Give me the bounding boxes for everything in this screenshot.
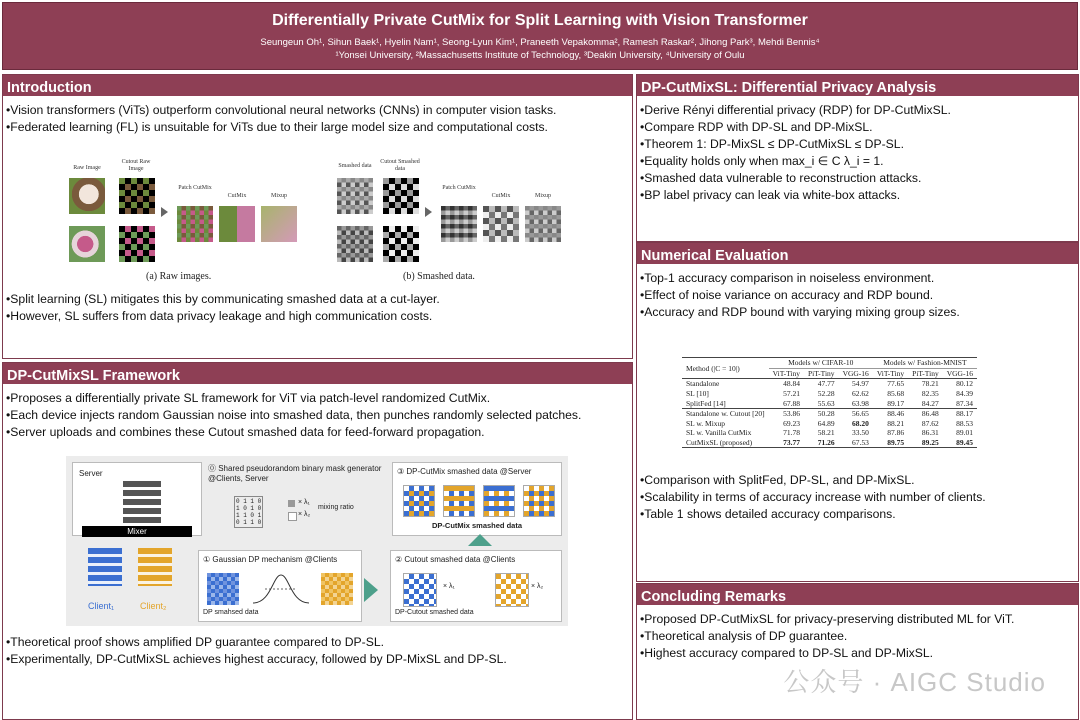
- evaluation-title: Numerical Evaluation: [637, 243, 1078, 264]
- table-row: SL w. Mixup 69.23 64.89 68.20 88.21 87.62 88.53: [686, 418, 973, 428]
- bullet: • Theoretical analysis of DP guarantee.: [640, 628, 1078, 645]
- privacy-panel: [636, 74, 1079, 242]
- bullet: • Proposed DP-CutMixSL for privacy-preserving distributed ML for ViT.: [640, 611, 1078, 628]
- step2-label: ② Cutout smashed data @Clients: [395, 555, 516, 564]
- noise-grid-blue: [207, 573, 239, 605]
- caption-b: (b) Smashed data.: [403, 271, 475, 282]
- table-row: SplitFed [14] 67.88 55.63 63.98 89.17 84.27 87.34: [682, 398, 977, 408]
- bullet: • Experimentally, DP-CutMixSL achieves highest accuracy, followed by DP-MixSL and DP-SL.: [6, 651, 507, 668]
- raw-image-flower: [69, 226, 105, 262]
- mixup-label-b: Mixup: [534, 193, 551, 199]
- poster-header: [2, 2, 1078, 70]
- cutout-lambda2: × λ₂: [531, 583, 544, 590]
- bullet: • Equality holds only when max_i ∈ C λ_i = 1.: [640, 153, 1078, 170]
- bullet: • Effect of noise variance on accuracy and RDP bound.: [640, 287, 1078, 304]
- cutmix-label-a: CutMix: [227, 193, 247, 199]
- server-stack: [123, 481, 161, 525]
- framework-diagram: [66, 456, 568, 626]
- cutout-raw-1: [119, 178, 155, 214]
- patch-cutmix-label-a: Patch CutMix: [178, 185, 212, 191]
- cutout-smashed-2: [383, 226, 419, 262]
- up-arrow-icon: [468, 534, 492, 546]
- step2-box: [390, 550, 562, 622]
- poster-title: Differentially Private CutMix for Split Learning with Vision Transformer: [272, 12, 808, 29]
- bullet: • Vision transformers (ViTs) outperform convolutional neural networks (CNNs) in computer vision tasks.: [6, 102, 632, 119]
- bullet: • Federated learning (FL) is unsuitable for ViTs due to their large model size and computational costs.: [6, 119, 632, 136]
- bullet: • Proposes a differentially private SL framework for ViT via patch-level randomized CutMix.: [6, 390, 632, 407]
- method-header: Method (|C = 10|): [682, 358, 769, 379]
- client2-label: Client₂: [140, 601, 167, 611]
- bullet: • Comparison with SplitFed, DP-SL, and DP-MixSL.: [640, 472, 986, 489]
- client1-stack: [88, 548, 122, 586]
- introduction-bullets-top: [3, 102, 632, 136]
- patch-cutmix-a: [177, 206, 213, 242]
- watermark: 公众号 · AIGC Studio: [783, 667, 1046, 697]
- cutout-grid-blue: [403, 573, 437, 607]
- patch-cutmix-label-b: Patch CutMix: [442, 185, 476, 191]
- dp-cutout-label: DP-Cutout smashed data: [395, 609, 474, 616]
- raw-image-label: Raw Image: [73, 165, 101, 171]
- step1-label: ① Gaussian DP mechanism @Clients: [203, 555, 338, 564]
- bullet: • Accuracy and RDP bound with varying mixing group sizes.: [640, 304, 1078, 321]
- bullet: • BP label privacy can leak via white-box attacks.: [640, 187, 1078, 204]
- mixer-bar: [82, 526, 192, 537]
- bullet: • Each device injects random Gaussian noise into smashed data, then punches randomly selected patches.: [6, 407, 632, 424]
- cutmix-label-b: CutMix: [491, 193, 511, 199]
- table-row: SL [10] 57.21 52.28 62.62 85.68 82.35 84.39: [686, 389, 973, 399]
- mixer-label: Mixer: [127, 527, 147, 536]
- mixing-ratio-label: mixing ratio: [318, 504, 354, 511]
- lambda1-label: × λ₁: [298, 499, 310, 506]
- framework-title: DP-CutMixSL Framework: [3, 363, 632, 384]
- group1-header: Models w/ CIFAR-10: [769, 358, 873, 369]
- cutout-raw-label: Cutout Raw Image: [121, 159, 151, 172]
- lambda2-label: × λ₂: [298, 511, 311, 518]
- privacy-bullets: [637, 102, 1078, 204]
- cutmix-tile-4: [523, 485, 555, 517]
- table-row: CutMixSL (proposed) 73.77 71.26 67.53 89.75 89.25 89.45: [682, 438, 977, 448]
- bullet: • Top-1 accuracy comparison in noiseless environment.: [640, 270, 1078, 287]
- cutmix-tile-2: [443, 485, 475, 517]
- cutout-smashed-label: Cutout Smashed data: [380, 159, 420, 172]
- mixup-b: [525, 206, 561, 242]
- lambda1-swatch: [288, 500, 295, 507]
- group2-header: Models w/ Fashion-MNIST: [873, 358, 977, 369]
- smashed-label: Smashed data: [338, 163, 372, 169]
- bullet: • Server uploads and combines these Cutout smashed data for feed-forward propagation.: [6, 424, 632, 441]
- poster-authors: Seungeun Oh¹, Sihun Baek¹, Hyelin Nam¹, Seong-Lyun Kim¹, Praneeth Vepakomma², Ramesh Raskar², Jihong Park³, Mehdi Bennis⁴: [260, 37, 820, 48]
- arrow-icon: [161, 207, 168, 217]
- cutmix-tile-3: [483, 485, 515, 517]
- step3-box: [392, 462, 562, 536]
- step0-box: [206, 462, 384, 540]
- bullet: • Split learning (SL) mitigates this by communicating smashed data at a cut-layer.: [6, 291, 440, 308]
- bullet: • However, SL suffers from data privacy leakage and high communication costs.: [6, 308, 440, 325]
- bullet: • Highest accuracy compared to DP-SL and DP-MixSL.: [640, 645, 1078, 662]
- cutout-grid-orange: [495, 573, 529, 607]
- conclusion-title: Concluding Remarks: [637, 584, 1078, 605]
- smashed-1: [337, 178, 373, 214]
- results-table: [682, 357, 977, 448]
- server-box: [72, 462, 202, 536]
- bullet: • Derive Rényi differential privacy (RDP) for DP-CutMixSL.: [640, 102, 1078, 119]
- bullet: • Theoretical proof shows amplified DP guarantee compared to DP-SL.: [6, 634, 507, 651]
- conclusion-panel: [636, 583, 1079, 720]
- client2-stack: [138, 548, 172, 586]
- evaluation-bullets-top: [637, 270, 1078, 321]
- table-row: SL w. Vanilla CutMix 71.78 58.21 33.50 87.86 86.31 89.01: [686, 428, 973, 438]
- client1-label: Client₁: [88, 601, 115, 611]
- introduction-panel: [2, 74, 633, 359]
- patch-cutmix-b: [441, 206, 477, 242]
- bullet: • Theorem 1: DP-MixSL ≤ DP-CutMixSL ≤ DP-SL.: [640, 136, 1078, 153]
- dp-smashed-label: DP smahsed data: [203, 609, 259, 616]
- bullet: • Scalability in terms of accuracy increase with number of clients.: [640, 489, 986, 506]
- dp-cutmix-label: DP-CutMix smashed data: [431, 521, 523, 530]
- cutout-raw-2: [119, 226, 155, 262]
- framework-bullets-bottom: [3, 634, 507, 668]
- lambda2-swatch: [288, 512, 297, 521]
- poster-affiliations: ¹Yonsei University, ²Massachusetts Institute of Technology, ³Deakin University, ⁴University of Oulu: [335, 50, 745, 61]
- bullet: • Table 1 shows detailed accuracy comparisons.: [640, 506, 986, 523]
- step1-box: [198, 550, 362, 622]
- table-row: Standalone w. Cutout [20] 53.86 50.28 56.65 88.46 86.48 88.17: [686, 409, 973, 419]
- binary-mask-grid: 0 1 1 0 1 0 1 0 1 1 0 1 0 1 1 0: [236, 498, 262, 526]
- mixup-label-a: Mixup: [270, 193, 287, 199]
- gaussian-curve-icon: [251, 571, 311, 607]
- framework-bullets-top: [3, 390, 632, 441]
- step0-label: ⓪ Shared pseudorandom binary mask generator @Clients, Server: [208, 464, 382, 483]
- table-header-row: [682, 358, 977, 369]
- bullet: • Compare RDP with DP-SL and DP-MixSL.: [640, 119, 1078, 136]
- cutout-lambda1: × λ₁: [443, 583, 455, 590]
- table-subheader-row: ViT-Tiny PiT-Tiny VGG-16 ViT-Tiny PiT-Tiny VGG-16: [682, 368, 977, 379]
- arrow-icon: [425, 207, 432, 217]
- raw-image-dog: [69, 178, 105, 214]
- right-arrow-icon: [364, 578, 378, 602]
- introduction-title: Introduction: [3, 75, 632, 96]
- evaluation-bullets-bottom: [637, 472, 986, 523]
- conclusion-bullets: [637, 611, 1078, 662]
- cutout-smashed-1: [383, 178, 419, 214]
- step3-label: ③ DP-CutMix smashed data @Server: [397, 467, 532, 476]
- privacy-title: DP-CutMixSL: Differential Privacy Analysis: [637, 75, 1078, 96]
- cutmix-a: [219, 206, 255, 242]
- mixup-a: [261, 206, 297, 242]
- cutmix-b: [483, 206, 519, 242]
- cutmix-tile-1: [403, 485, 435, 517]
- bullet: • Smashed data vulnerable to reconstruction attacks.: [640, 170, 1078, 187]
- caption-a: (a) Raw images.: [146, 271, 212, 282]
- smashed-2: [337, 226, 373, 262]
- introduction-bullets-bottom: [3, 291, 440, 325]
- table-row: Standalone 48.84 47.77 54.97 77.65 78.21 80.12: [686, 379, 973, 389]
- noise-grid-orange: [321, 573, 353, 605]
- server-label: Server: [79, 469, 103, 478]
